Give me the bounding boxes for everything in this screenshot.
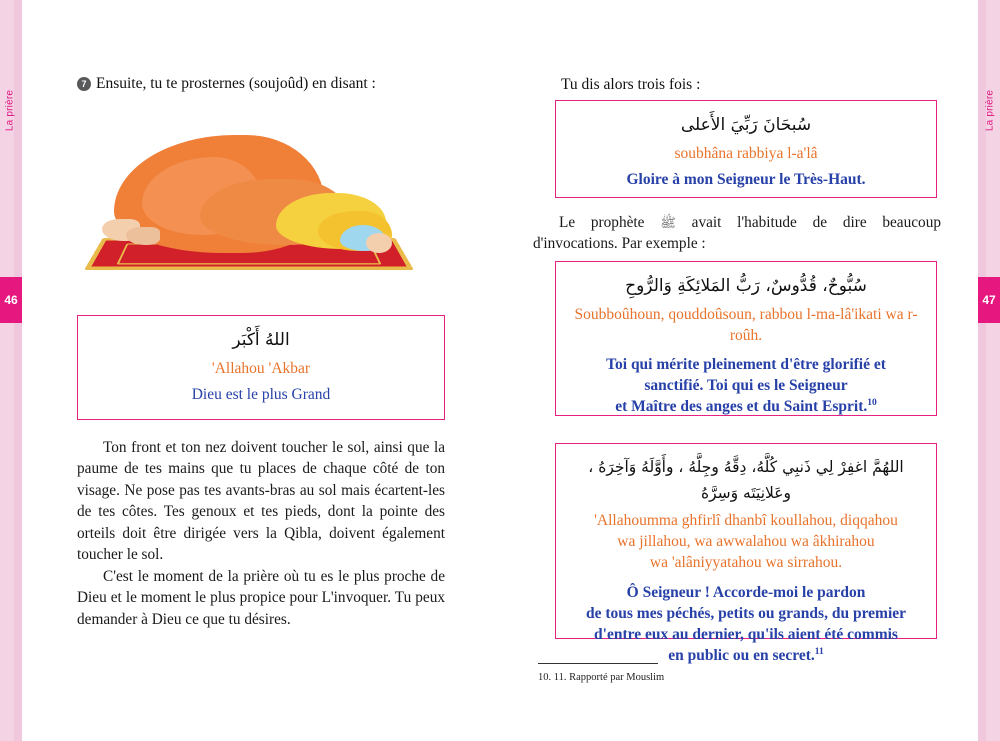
right-middle-paragraph-part1: Le prophète bbox=[559, 214, 661, 231]
istighfar-meaning-line2: de tous mes péchés, petits ou grands, du premier bbox=[585, 605, 907, 623]
left-paragraph-1-wrap bbox=[77, 437, 445, 565]
istighfar-meaning-line4: en public ou en secret. bbox=[668, 647, 815, 665]
istighfar-transliteration-line3: wa 'alâniyyatahou wa sirrahou. bbox=[649, 553, 843, 571]
section-tab-right-label: La prière bbox=[984, 89, 996, 132]
istighfar-meaning-line3: d'entre eux au dernier, qu'ils aient été commis bbox=[594, 626, 898, 644]
step-intro-line bbox=[77, 73, 467, 95]
page-number-left: 46 bbox=[0, 277, 22, 323]
istighfar-transliteration bbox=[570, 511, 922, 574]
right-middle-paragraph bbox=[533, 212, 941, 255]
section-tab-left-label: La prière bbox=[4, 89, 16, 132]
subbuh-meaning-line2: sanctifié. Toi qui es le Seigneur bbox=[644, 376, 848, 394]
figure-foot-right bbox=[126, 227, 160, 245]
takbir-meaning: Dieu est le plus Grand bbox=[191, 385, 331, 403]
tasbih-transliteration: soubhâna rabbiya l-a'lâ bbox=[674, 144, 818, 162]
tasbih-arabic: سُبحَانَ رَبِّيَ الأَعلى bbox=[680, 115, 812, 135]
takbir-arabic: اللهُ أَكْبَر bbox=[232, 330, 290, 350]
subbuh-box bbox=[555, 261, 937, 416]
istighfar-arabic: اللهُمَّ اغفِرْ لِي ذَنبِي كُلَّهُ، دِقَّهُ وجِلَّهُ ، وأَوَّلَهُ وَآخِرَهُ ، وعَلانِيَتَه وَسِرَّهُ bbox=[588, 458, 904, 503]
figure-face bbox=[366, 233, 392, 253]
footnote-divider bbox=[538, 663, 658, 664]
prophet-honorific-icon: ﷺ bbox=[660, 216, 676, 231]
tasbih-meaning: Gloire à mon Seigneur le Très-Haut. bbox=[626, 170, 866, 188]
step-number-badge: 7 bbox=[77, 77, 91, 91]
left-paragraph-1: Ton front et ton nez doivent toucher le sol, ainsi que la paume de tes mains que tu places de chaque côté de ton visage. Ne pose pas tes avants-bras au sol mais écartent-les de tes côtes. Tes genoux et tes pieds, dont la pointe des orteils doit être dirigée vers la Qibla, doivent également toucher le sol. bbox=[77, 439, 445, 564]
subbuh-meaning bbox=[570, 355, 922, 418]
subbuh-meaning-line1: Toi qui mérite pleinement d'être glorifié et bbox=[606, 355, 886, 373]
illustration-prosternation bbox=[80, 115, 432, 287]
section-tab-left bbox=[0, 0, 22, 741]
subbuh-meaning-line3: et Maître des anges et du Saint Esprit. bbox=[615, 397, 868, 415]
right-middle-paragraph-wrap bbox=[533, 212, 941, 255]
istighfar-footnote-ref: 11 bbox=[814, 647, 824, 658]
page-number-right: 47 bbox=[978, 277, 1000, 323]
istighfar-meaning bbox=[570, 583, 922, 667]
step-intro-text: Ensuite, tu te prosternes (soujoûd) en disant : bbox=[96, 75, 376, 92]
right-intro-text: Tu dis alors trois fois : bbox=[561, 76, 701, 93]
tasbih-box bbox=[555, 100, 937, 198]
left-paragraph-2: C'est le moment de la prière où tu es le plus proche de Dieu et le moment le plus propice pour L'invoquer. Tu peux demander à Dieu ce que tu désires. bbox=[77, 568, 445, 628]
istighfar-transliteration-line1: 'Allahoumma ghfirlî dhanbî koullahou, diqqahou bbox=[594, 511, 898, 529]
right-middle-paragraph-part2: avait l'habitude de dire beaucoup d'invocations. Par exemple : bbox=[533, 214, 941, 253]
takbir-box bbox=[77, 315, 445, 420]
right-page bbox=[500, 0, 1000, 741]
subbuh-arabic: سُبُّوحٌ، قُدُّوسٌ، رَبُّ المَلائِكَةِ وَالرُّوحِ bbox=[625, 276, 867, 296]
istighfar-meaning-line1: Ô Seigneur ! Accorde-moi le pardon bbox=[626, 584, 866, 602]
takbir-transliteration: 'Allahou 'Akbar bbox=[211, 359, 311, 377]
subbuh-transliteration: Soubboûhoun, qouddoûsoun, rabbou l-ma-lâ'ikati wa r-roûh. bbox=[574, 305, 918, 344]
subbuh-footnote-ref: 10 bbox=[867, 397, 877, 408]
istighfar-transliteration-line2: wa jillahou, wa awwalahou wa âkhirahou bbox=[617, 532, 875, 550]
left-paragraph-2-wrap bbox=[77, 566, 445, 630]
istighfar-box bbox=[555, 443, 937, 665]
section-tab-right bbox=[978, 0, 1000, 741]
footnote-text: 10. 11. Rapporté par Mouslim bbox=[538, 672, 665, 683]
